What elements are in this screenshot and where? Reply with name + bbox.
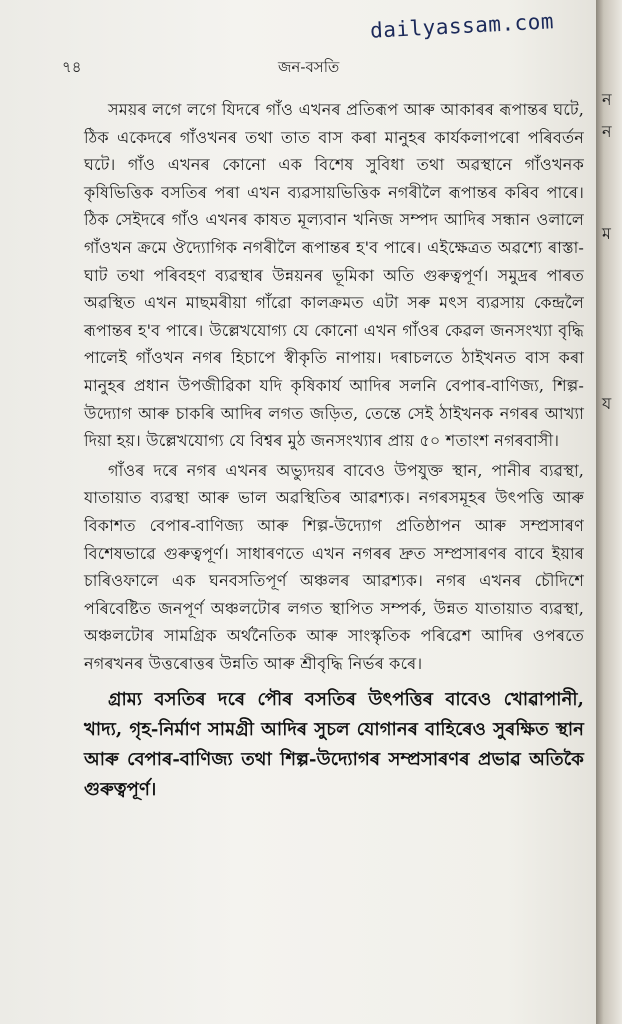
watermark: dailyassam.com	[369, 9, 555, 43]
page-body	[84, 96, 584, 805]
page-header	[62, 56, 556, 80]
facing-page-fragment: ন	[602, 90, 612, 109]
paragraph-1: সময়ৰ লগে লগে যিদৰে গাঁও এখনৰ প্ৰতিৰূপ আৰু আকাৰৰ ৰূপান্তৰ ঘটে, ঠিক একেদৰে গাঁওখনৰ তথা তাত বাস কৰা মানুহৰ কাৰ্যকলাপৰো পৰিবৰ্তন ঘটে। গাঁও এখনৰ কোনো এক বিশেষ সুবিধা তথা অৱস্থানে গাঁওখনক কৃষিভিত্তিক বসতিৰ পৰা এখন ব্যৱসায়ভিত্তিক নগৰীলৈ ৰূপান্তৰ কৰিব পাৰে। ঠিক সেইদৰে গাঁও এখনৰ কাষত মূল্যবান খনিজ সম্পদ আদিৰ সন্ধান ওলালে গাঁওখন ক্ৰমে ঔদ্যোগিক নগৰীলৈ ৰূপান্তৰ হ'ব পাৰে। এইক্ষেত্ৰত অৱশ্যে ৰাস্তা-ঘাট তথা পৰিবহণ ব্যৱস্থাৰ উন্নয়নৰ ভূমিকা অতি গুৰুত্বপূৰ্ণ। সমুদ্ৰৰ পাৰত অৱস্থিত এখন মাছমৰীয়া গাঁৱো কালক্ৰমত এটা সৰু মৎস ব্যৱসায় কেন্দ্ৰলৈ ৰূপান্তৰ হ'ব পাৰে। উল্লেখযোগ্য যে কোনো এখন গাঁওৰ কেৱল জনসংখ্যা বৃদ্ধি পালেই গাঁওখন নগৰ হিচাপে স্বীকৃতি নাপায়। দৰাচলতে ঠাইখনত বাস কৰা মানুহৰ প্ৰধান উপজীৱিকা যদি কৃষিকাৰ্য আদিৰ সলনি বেপাৰ-বাণিজ্য, শিল্প-উদ্যোগ আৰু চাকৰি আদিৰ লগত জড়িত, তেন্তে সেই ঠাইখনক নগৰৰ আখ্যা দিয়া হয়। উল্লেখযোগ্য যে বিশ্বৰ মুঠ জনসংখ্যাৰ প্ৰায় ৫০ শতাংশ নগৰবাসী।	[84, 100, 584, 451]
page-number: ৭৪	[62, 58, 82, 76]
facing-page-fragment: য	[602, 394, 612, 413]
paragraph-3: গ্ৰাম্য বসতিৰ দৰে পৌৰ বসতিৰ উৎপত্তিৰ বাবেও খোৱাপানী, খাদ্য, গৃহ-নিৰ্মাণ সামগ্ৰী আদিৰ সুচল যোগানৰ বাহিৰেও সুৰক্ষিত স্থান আৰু বেপাৰ-বাণিজ্য তথা শিল্প-উদ্যোগৰ সম্প্ৰসাৰণৰ প্ৰভাৱ অতিকৈ গুৰুত্বপূৰ্ণ।	[84, 689, 584, 801]
running-title: জন-বসতি	[278, 58, 340, 76]
facing-page-fragment: ম	[602, 224, 611, 243]
paragraph-2: গাঁওৰ দৰে নগৰ এখনৰ অভ্যুদয়ৰ বাবেও উপযুক্ত স্থান, পানীৰ ব্যৱস্থা, যাতায়াত ব্যৱস্থা আৰু ভাল অৱস্থিতিৰ আৱশ্যক। নগৰসমূহৰ উৎপত্তি আৰু বিকাশত বেপাৰ-বাণিজ্য আৰু শিল্প-উদ্যোগ প্ৰতিষ্ঠাপন আৰু সম্প্ৰসাৰণ বিশেষভাৱে গুৰুত্বপূৰ্ণ। সাধাৰণতে এখন নগৰৰ দ্ৰুত সম্প্ৰসাৰণৰ বাবে ইয়াৰ চাৰিওফালে এক ঘনবসতিপূৰ্ণ অঞ্চলৰ আৱশ্যক। নগৰ এখনৰ চৌদিশে পৰিবেষ্টিত জনপূৰ্ণ অঞ্চলটোৰ লগত স্থাপিত সম্পৰ্ক, উন্নত যাতায়াত ব্যৱস্থা, অঞ্চলটোৰ সামগ্ৰিক অৰ্থনৈতিক আৰু সাংস্কৃতিক পৰিৱেশ আদিৰ ওপৰতে নগৰখনৰ উত্তৰোত্তৰ উন্নতি আৰু শ্ৰীবৃদ্ধি নিৰ্ভৰ কৰে।	[84, 460, 584, 673]
facing-page-edge	[596, 0, 622, 1024]
facing-page-fragment: ন	[602, 122, 612, 141]
